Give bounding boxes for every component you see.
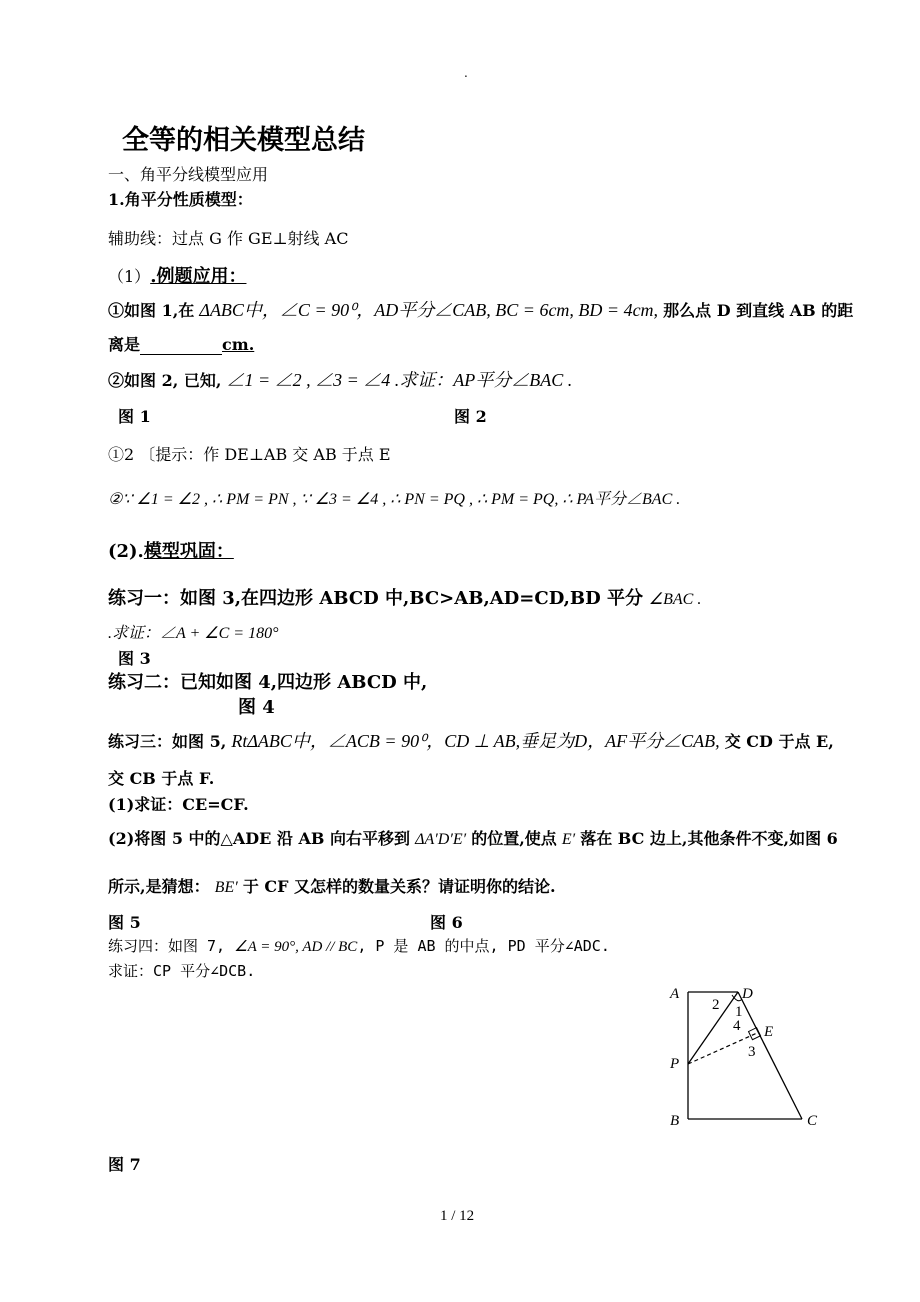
practice-4 (108, 935, 610, 956)
practice-3-q2-suffix: 落在 BC 边上,其他条件不变,如图 6 (580, 829, 838, 848)
practice-1-text: 练习一：如图 3,在四边形 ABCD 中,BC>AB,AD=CD,BD 平分 (108, 588, 644, 609)
hint-2: ②∵ ∠1 = ∠2 , ∴ PM = PN , ∵ ∠3 = ∠4 , ∴ PN = PQ , ∴ PM = PQ, ∴ PA平分∠BAC . (108, 491, 681, 508)
figure-4-label: 图 4 (238, 697, 275, 718)
example-heading (108, 262, 246, 288)
practice-4-proof: 求证：CP 平分∠DCB. (108, 962, 256, 980)
angle-label-3: 3 (748, 1044, 756, 1060)
practice-3-q2-line2-math: BE′ (214, 879, 238, 896)
practice-3-suffix: 交 CD 于点 E, (724, 732, 834, 751)
example-heading-prefix: （1） (108, 267, 151, 286)
practice-4-prefix: 练习四：如图 7, (108, 937, 226, 955)
angle-label-1: 1 (735, 1004, 743, 1020)
answer-blank[interactable] (140, 335, 222, 355)
page-title: 全等的相关模型总结 (122, 125, 365, 156)
practice-3-q1: (1)求证：CE=CF. (108, 795, 249, 814)
question-2-prefix: ②如图 2, 已知, (108, 371, 222, 390)
question-1-line2-prefix: 离是 (108, 335, 141, 354)
question-2-math: ∠1 = ∠2 , ∠3 = ∠4 .求证：AP平分∠BAC . (226, 370, 573, 390)
figure-6-label: 图 6 (430, 913, 463, 932)
figure-2-label: 图 2 (454, 407, 487, 426)
label-d: D (742, 986, 753, 1002)
header-dot: . (464, 66, 468, 80)
label-a: A (670, 986, 680, 1002)
figure-1-label: 图 1 (118, 407, 151, 426)
question-1-prefix: ①如图 1,在 (108, 301, 195, 320)
practice-3-q2-math: ΔA′D′E′ (415, 831, 467, 848)
practice-3-q2-line2-prefix: 所示,是猜想： (108, 877, 210, 896)
hint-1: ①2 〔提示：作 DE⊥AB 交 AB 于点 E (108, 445, 391, 464)
section-2-label: 模型巩固： (143, 541, 234, 562)
subheading-bisector-model: 1.角平分性质模型： (108, 190, 253, 209)
label-b: B (670, 1113, 680, 1129)
angle-label-4: 4 (733, 1018, 741, 1034)
practice-3-q2-line2 (108, 874, 556, 897)
label-p: P (670, 1056, 680, 1072)
question-1-math: ΔABC中，∠C = 90⁰，AD平分∠CAB, BC = 6cm, BD = 4cm, (199, 300, 659, 320)
page-number: 1 / 12 (440, 1208, 475, 1224)
practice-2: 练习二：已知如图 4,四边形 ABCD 中, (108, 672, 428, 693)
practice-3-line2: 交 CB 于点 F. (108, 769, 215, 788)
auxiliary-line-text: 辅助线：过点 G 作 GE⊥射线 AC (108, 229, 349, 248)
angle-label-2: 2 (712, 997, 720, 1013)
practice-1 (108, 584, 701, 610)
question-2 (108, 366, 572, 392)
question-1-line2 (108, 332, 254, 355)
practice-3-q2 (108, 826, 838, 849)
figure-7-diagram (660, 978, 830, 1138)
practice-3-math: RtΔABC中，∠ACB = 90⁰，CD ⊥ AB,垂足为D，AF平分∠CAB, (231, 731, 720, 751)
practice-1-math: ∠BAC . (648, 591, 702, 608)
question-1 (108, 296, 853, 322)
practice-3-prefix: 练习三：如图 5, (108, 732, 227, 751)
question-1-suffix: 那么点 D 到直线 AB 的距 (663, 301, 854, 320)
section-2-prefix: (2). (108, 541, 144, 562)
section-2-heading (108, 537, 234, 563)
practice-3-q2-math2: E′ (561, 831, 576, 848)
question-1-unit: cm. (222, 335, 255, 354)
example-heading-label: .例题应用： (150, 266, 247, 287)
figure-7-label: 图 7 (108, 1155, 141, 1174)
label-e: E (764, 1024, 774, 1040)
practice-3-q2-prefix: (2)将图 5 中的△ADE 沿 AB 向右平移到 (108, 829, 410, 848)
figure-3-label: 图 3 (118, 649, 151, 668)
section-heading-angle-bisector: 一、角平分线模型应用 (108, 165, 269, 184)
practice-1-proof: .求证：∠A + ∠C = 180° (108, 625, 279, 642)
practice-4-math: ∠A = 90°, AD // BC (234, 939, 358, 955)
practice-3 (108, 727, 834, 753)
label-c: C (807, 1113, 818, 1129)
practice-3-q2-mid: 的位置,使点 (471, 829, 557, 848)
practice-4-suffix: , P 是 AB 的中点, PD 平分∠ADC. (357, 937, 610, 955)
practice-3-q2-line2-suffix: 于 CF 又怎样的数量关系？请证明你的结论. (242, 877, 556, 896)
figure-5-label: 图 5 (108, 913, 141, 932)
